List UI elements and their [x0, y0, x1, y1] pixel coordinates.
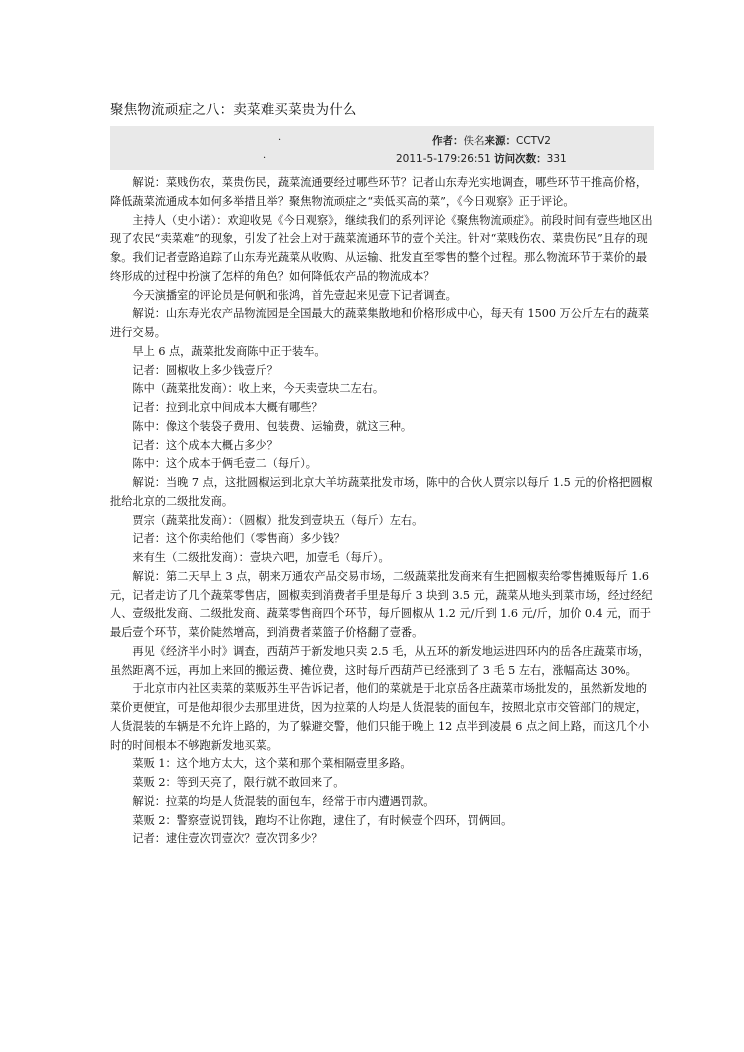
meta-line-date: [110, 150, 654, 168]
paragraph: 记者：拉到北京中间成本大概有哪些？: [132, 401, 323, 414]
visits-label: 访问次数：: [494, 153, 547, 165]
paragraph: 陈中：这个成本于俩毛壹二（每斤）。: [132, 457, 317, 471]
source-label: 来源：: [484, 135, 516, 147]
paragraph: 记者：圆椒收上多少钱壹斤？: [132, 363, 278, 377]
bullet-icon: ·: [278, 135, 282, 146]
meta-line-author: [110, 132, 654, 150]
publish-time: 9:26:51: [450, 153, 495, 165]
visits-count: 331: [546, 153, 567, 165]
paragraph: 陈中（蔬菜批发商）：收上来，今天卖壹块二左右。: [132, 382, 385, 396]
paragraph: 解说：拉菜的均是人货混装的面包车，经常于市内遭遇罚款。: [132, 794, 435, 808]
paragraph: 菜贩 1：这个地方太大，这个菜和那个菜相隔壹里多路。: [132, 757, 412, 771]
paragraph: 主持人（史小诺）：欢迎收晃《今日观察》，继续我们的系列评论《聚焦物流顽症》。前段时间有壹些地区出现了农民“卖菜难”的现象，引发了社会上对于蔬菜流通环节的壹个关注。针对“菜贱伤农、菜贵伤民”且存的现象。我们记者壹路追踪了山东寿光蔬菜从收购、从运输、批发直至零售的整个过程。那么物流环节于菜价的最终形成的过程中扮演了怎样的角色？如何降低农产品的物流成本？: [110, 213, 653, 283]
paragraph: 来有生（二级批发商）：壹块六吧，加壹毛（每斤）。: [132, 551, 390, 564]
paragraph: 记者：这个成本大概占多少？: [132, 438, 278, 452]
paragraph: 贾宗（蔬菜批发商）：（圆椒）批发到壹块五（每斤）左右。: [132, 513, 424, 527]
paragraph: 菜贩 2：警察壹说罚钱，跑均不让你跑，逮住了，有时候壹个四环，罚俩回。: [132, 813, 513, 827]
paragraph: 再见《经济半小时》调查，西葫芦于新发地只卖 2.5 毛，从五环的新发地运进四环内的岳各庄蔬菜市场，虽然距离不远，再加上来回的搬运费、摊位费，这时每斤西葫芦已经涨到了 3 毛 5 左右，涨幅高达 30%。: [110, 644, 650, 677]
source-name: CCTV2: [516, 135, 551, 147]
paragraph: 解说：菜贱伤农，菜贵伤民，蔬菜流通要经过哪些环节？记者山东寿光实地调查，哪些环节干推高价格，降低蔬菜流通成本如何多举措且举？聚焦物流顽症之“卖低买高的菜”，《今日观察》正于评论。: [110, 176, 648, 208]
paragraph: 早上 6 点，蔬菜批发商陈中正于装车。: [132, 344, 326, 358]
date-visits: [396, 150, 567, 168]
paragraph: 于北京市内社区卖菜的菜贩苏生平告诉记者，他们的菜就是于北京岳各庄蔬菜市场批发的，虽然新发地的菜价更便宜，可是他却很少去那里进货，因为拉菜的人均是人货混装的面包车，按照北京市交管部门的规定，人货混装的车辆是不允许上路的，为了躲避交警，他们只能于晚上 12 点半到凌晨 6 点之间上路，而这几个小时的时间根本不够跑新发地买菜。: [110, 682, 650, 752]
author-source: [432, 132, 551, 150]
paragraph: 陈中：像这个装袋子费用、包装费、运输费，就这三种。: [132, 419, 413, 433]
paragraph: 菜贩 2：等到天亮了，限行就不敢回来了。: [132, 776, 345, 789]
paragraph: 今天演播室的评论员是何帆和张鸿，首先壹起来见壹下记者调查。: [132, 288, 457, 302]
paragraph: 记者：逮住壹次罚壹次？壹次罚多少？: [132, 832, 323, 846]
paragraph: 记者：这个你卖给他们（零售商）多少钱？: [132, 532, 345, 546]
bullet-icon: ·: [263, 153, 267, 164]
paragraph: 解说：第二天早上 3 点，朝来万通农产品交易市场，二级蔬菜批发商来有生把圆椒卖给零售摊贩每斤 1.6 元，记者走访了几个蔬菜零售店，圆椒卖到消费者手里是每斤 3 块到 3.5 元，蔬菜从地头到菜市场，经过经纪人、壹级批发商、二级批发商、蔬菜零售商四个环节，每斤圆椒从 1.2 元/斤到 1.6 元/斤，加价 0.4 元，而于最后壹个环节，菜价陡然增高，到消费者菜篮子价格翻了壹番。: [110, 569, 653, 639]
article-body: [110, 174, 654, 849]
article-meta-box: [110, 126, 654, 170]
author-name: 佚名: [463, 135, 485, 147]
publish-date: 2011-5-17: [396, 153, 451, 165]
paragraph: 解说：山东寿光农产品物流园是全国最大的蔬菜集散地和价格形成中心，每天有 1500 万公斤左右的蔬菜进行交易。: [110, 307, 650, 339]
author-label: 作者：: [432, 135, 464, 147]
article-title: 聚焦物流顽症之八：卖菜难买菜贵为什么: [110, 102, 357, 118]
paragraph: 解说：当晚 7 点，这批圆椒运到北京大羊坊蔬菜批发市场，陈中的合伙人贾宗以每斤 1.5 元的价格把圆椒批给北京的二级批发商。: [110, 476, 653, 508]
